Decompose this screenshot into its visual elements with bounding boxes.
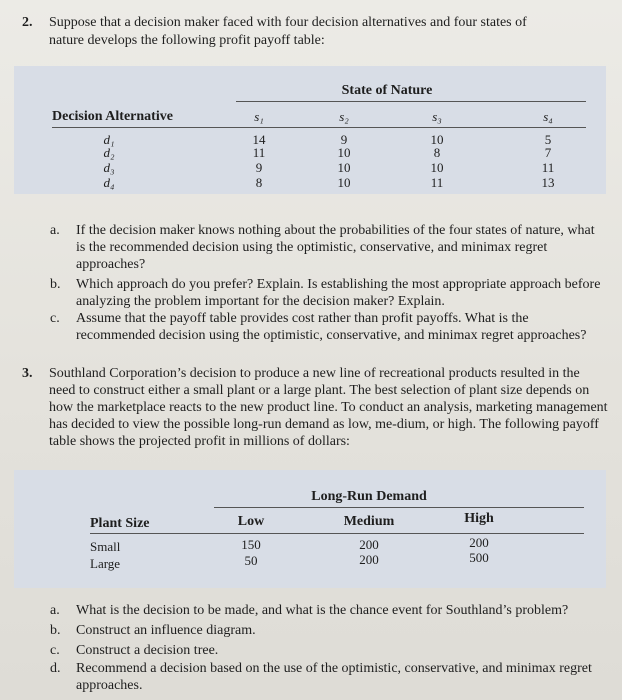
q3a-text: What is the decision to be made, and what is the chance event for Southland’s problem? xyxy=(76,603,569,618)
row-d2-label: d₂ xyxy=(103,145,115,160)
payoff-table-2 xyxy=(14,470,606,588)
col-high: High xyxy=(464,511,494,526)
header-rule xyxy=(52,127,586,128)
problem-2-number: 2. xyxy=(22,15,33,30)
cell-large-high: 500 xyxy=(469,550,489,565)
cell-d3-s1: 9 xyxy=(255,160,263,175)
q3c-letter: c. xyxy=(50,643,60,658)
row-large-label: Large xyxy=(90,556,121,571)
q2c-letter: c. xyxy=(50,311,60,326)
q3b-text: Construct an influence diagram. xyxy=(76,623,256,638)
cell-d3-s4: 11 xyxy=(541,160,555,175)
problem-3-text: Southland Corporation’s decision to produce a new line of recreational products resulted in the need to construct either a small plant or a large plant. The best selection of plant size depends on how the marketplace reacts to the new product line. To conduct an analysis, marketing management has decided to view the possible long-run demand as low, me-dium, or high. The following payoff table shows the projected profit in millions of dollars: xyxy=(49,366,608,449)
problem-3-number: 3. xyxy=(22,366,33,381)
cell-d4-s3: 11 xyxy=(430,175,444,190)
state-of-nature-header: State of Nature xyxy=(341,83,433,98)
q2a-letter: a. xyxy=(50,223,60,238)
row-d4-label: d₄ xyxy=(103,175,115,190)
cell-small-low: 150 xyxy=(241,537,261,552)
long-run-demand-header: Long-Run Demand xyxy=(311,489,427,504)
cell-d2-s2: 10 xyxy=(337,145,351,160)
q2c-text: Assume that the payoff table provides cost rather than profit payoffs. What is the recommended decision using the optimistic, conservative, and minimax regret approaches? xyxy=(76,311,587,343)
cell-large-medium: 200 xyxy=(359,552,379,567)
problem-2-line-2: nature develops the following profit payoff table: xyxy=(49,33,325,48)
header-rule-2 xyxy=(90,533,584,534)
cell-d4-s2: 10 xyxy=(337,175,351,190)
col-medium: Medium xyxy=(343,514,395,529)
col-s2: s₂ xyxy=(339,109,349,124)
row-d3-label: d₃ xyxy=(103,160,115,175)
q3b-letter: b. xyxy=(50,623,61,638)
cell-d1-s3: 10 xyxy=(430,132,444,147)
q2b-text: Which approach do you prefer? Explain. Is establishing the most appropriate approach before analyzing the problem important for the decision maker? Explain. xyxy=(76,277,601,309)
row-d1-label: d₁ xyxy=(103,132,115,147)
cell-large-low: 50 xyxy=(244,553,258,568)
cell-d4-s1: 8 xyxy=(255,175,263,190)
state-of-nature-rule xyxy=(236,101,586,102)
q3d-text: Recommend a decision based on the use of the optimistic, conservative, and minimax regret approaches. xyxy=(76,661,592,693)
cell-d1-s4: 5 xyxy=(544,132,552,147)
cell-d3-s3: 10 xyxy=(430,160,444,175)
cell-small-medium: 200 xyxy=(359,537,379,552)
plant-size-header: Plant Size xyxy=(90,516,150,531)
cell-d4-s4: 13 xyxy=(541,175,555,190)
decision-alternative-header: Decision Alternative xyxy=(52,109,173,124)
payoff-table-1 xyxy=(14,66,606,194)
cell-d2-s3: 8 xyxy=(433,145,441,160)
problem-2-line-1: Suppose that a decision maker faced with four decision alternatives and four states of xyxy=(49,15,527,30)
cell-d2-s4: 7 xyxy=(544,145,552,160)
cell-small-high: 200 xyxy=(469,535,489,550)
col-s1: s₁ xyxy=(254,109,264,124)
q3a-letter: a. xyxy=(50,603,60,618)
q3d-letter: d. xyxy=(50,661,61,676)
cell-d2-s1: 11 xyxy=(252,145,266,160)
row-small-label: Small xyxy=(90,539,121,554)
q2b-letter: b. xyxy=(50,277,61,292)
cell-d3-s2: 10 xyxy=(337,160,351,175)
col-low: Low xyxy=(237,514,265,529)
cell-d1-s2: 9 xyxy=(340,132,348,147)
cell-d1-s1: 14 xyxy=(252,132,266,147)
q3c-text: Construct a decision tree. xyxy=(76,643,219,658)
col-s3: s₃ xyxy=(432,109,442,124)
col-s4: s₄ xyxy=(543,109,553,124)
long-run-demand-rule xyxy=(214,507,584,508)
q2a-text: If the decision maker knows nothing about the probabilities of the four states of nature, what is the recommended decision using the optimistic, conservative, and minimax regret approaches? xyxy=(76,223,595,272)
